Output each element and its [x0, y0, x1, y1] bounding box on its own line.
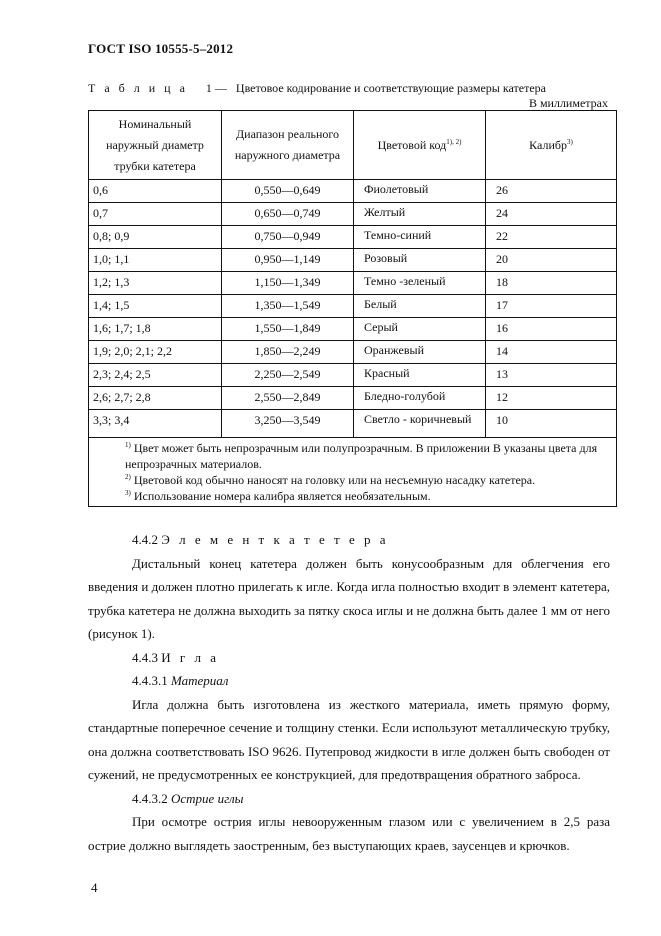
- cell-gauge: 10: [486, 410, 617, 438]
- cell-color: Красный: [354, 364, 486, 387]
- section-4-4-3-1-text: Игла должна быть изготовлена из жесткого материала, иметь прямую форму, стандартные поперечное сечение и толщину стенки. Если используют металлическую трубку, она должна соответствовать ISO 9626. Путепровод жидкости в игле должен быть свободен от сужений, не предусмотренных ее конструкцией, для предотвращения обратного заброса.: [88, 696, 610, 782]
- cell-range: 0,650—0,749: [222, 203, 354, 226]
- body-text: [88, 528, 610, 857]
- table-row: [89, 364, 617, 387]
- header-nominal-diameter: Номинальный наружный диаметр трубки катетера: [89, 111, 222, 180]
- cell-gauge: 20: [486, 249, 617, 272]
- table-caption-number: 1 —: [205, 81, 227, 95]
- table-notes: [89, 438, 617, 507]
- cell-range: 1,350—1,549: [222, 295, 354, 318]
- table-row: [89, 387, 617, 410]
- cell-range: 0,750—0,949: [222, 226, 354, 249]
- cell-nominal: 1,9; 2,0; 2,1; 2,2: [89, 341, 222, 364]
- table-row: [89, 318, 617, 341]
- cell-color: Розовый: [354, 249, 486, 272]
- cell-nominal: 1,2; 1,3: [89, 272, 222, 295]
- cell-gauge: 12: [486, 387, 617, 410]
- cell-color: Темно-синий: [354, 226, 486, 249]
- table-header-row: [89, 111, 617, 180]
- cell-range: 2,550—2,849: [222, 387, 354, 410]
- table-row: [89, 249, 617, 272]
- cell-nominal: 2,6; 2,7; 2,8: [89, 387, 222, 410]
- section-4-4-3-1-heading: 4.4.3.1 Материал: [132, 673, 229, 688]
- table-note-1: $^{1)}$ Цвет может быть непрозрачным или полупрозрачным. В приложении В указаны цвета для непрозрачных материалов.: [125, 441, 598, 471]
- section-4-4-2-text: Дистальный конец катетера должен быть конусообразным для облегчения его введения и должен плотно прилегать к игле. Когда игла полностью входит в элемент катетера, трубка катетера не должна выходить за пятку скоса иглы и не должна быть далее 1 мм от него (рисунок 1).: [88, 555, 610, 641]
- header-color-code: Цветовой код$^{1), 2)}$: [354, 111, 486, 180]
- cell-nominal: 1,6; 1,7; 1,8: [89, 318, 222, 341]
- header-gauge: Калибр$^{3)}$: [486, 111, 617, 180]
- cell-range: 1,150—1,349: [222, 272, 354, 295]
- cell-nominal: 2,3; 2,4; 2,5: [89, 364, 222, 387]
- cell-gauge: 24: [486, 203, 617, 226]
- cell-gauge: 16: [486, 318, 617, 341]
- cell-nominal: 0,8; 0,9: [89, 226, 222, 249]
- cell-range: 0,950—1,149: [222, 249, 354, 272]
- catheter-size-table: [88, 110, 617, 507]
- table-row: [89, 341, 617, 364]
- table-note-3: $^{3)}$ Использование номера калибра является необязательным.: [125, 489, 431, 503]
- cell-gauge: 13: [486, 364, 617, 387]
- cell-range: 2,250—2,549: [222, 364, 354, 387]
- table-caption: [88, 81, 546, 96]
- cell-gauge: 17: [486, 295, 617, 318]
- table-caption-title: Цветовое кодирование и соответствующие размеры катетера: [235, 81, 546, 95]
- table-row: [89, 180, 617, 203]
- cell-color: Серый: [354, 318, 486, 341]
- table-note-2: $^{2)}$ Цветовой код обычно наносят на головку или на несъемную насадку катетера.: [125, 473, 536, 487]
- cell-color: Темно -зеленый: [354, 272, 486, 295]
- cell-range: 3,250—3,549: [222, 410, 354, 438]
- cell-nominal: 1,4; 1,5: [89, 295, 222, 318]
- cell-color: Белый: [354, 295, 486, 318]
- section-4-4-3-2-heading: 4.4.3.2 Острие иглы: [132, 790, 244, 806]
- cell-nominal: 3,3; 3,4: [89, 410, 222, 438]
- cell-nominal: 1,0; 1,1: [89, 249, 222, 272]
- section-4-4-3-2-text: При осмотре острия иглы невооруженным глазом или с увеличением в 2,5 раза острие должно выглядеть заостренным, без выступающих краев, заусенцев и крючков.: [88, 814, 610, 853]
- table-row: [89, 410, 617, 438]
- cell-gauge: 26: [486, 180, 617, 203]
- table-row: [89, 295, 617, 318]
- table-notes-row: [89, 438, 617, 507]
- cell-range: 0,550—0,649: [222, 180, 354, 203]
- cell-color: Светло - коричневый: [354, 410, 486, 438]
- cell-nominal: 0,6: [89, 180, 222, 203]
- page-number: 4: [91, 880, 98, 895]
- document-header: ГОСТ ISO 10555-5–2012: [88, 41, 234, 56]
- table-units: В миллиметрах: [528, 96, 608, 110]
- cell-nominal: 0,7: [89, 203, 222, 226]
- cell-gauge: 14: [486, 341, 617, 364]
- section-4-4-3-heading: 4.4.3 И г л а: [132, 649, 219, 665]
- cell-color: Оранжевый: [354, 341, 486, 364]
- header-actual-range: Диапазон реального наружного диаметра: [222, 111, 354, 180]
- table-caption-label: Т а б л и ц а: [88, 81, 188, 95]
- cell-range: 1,550—1,849: [222, 318, 354, 341]
- cell-range: 1,850—2,249: [222, 341, 354, 364]
- cell-color: Фиолетовый: [354, 180, 486, 203]
- table-row: [89, 203, 617, 226]
- table-row: [89, 226, 617, 249]
- cell-color: Бледно-голубой: [354, 387, 486, 410]
- table-row: [89, 272, 617, 295]
- section-4-4-2-heading: 4.4.2 Э л е м е н т к а т е т е р а: [132, 532, 389, 547]
- cell-gauge: 18: [486, 272, 617, 295]
- cell-gauge: 22: [486, 226, 617, 249]
- cell-color: Желтый: [354, 203, 486, 226]
